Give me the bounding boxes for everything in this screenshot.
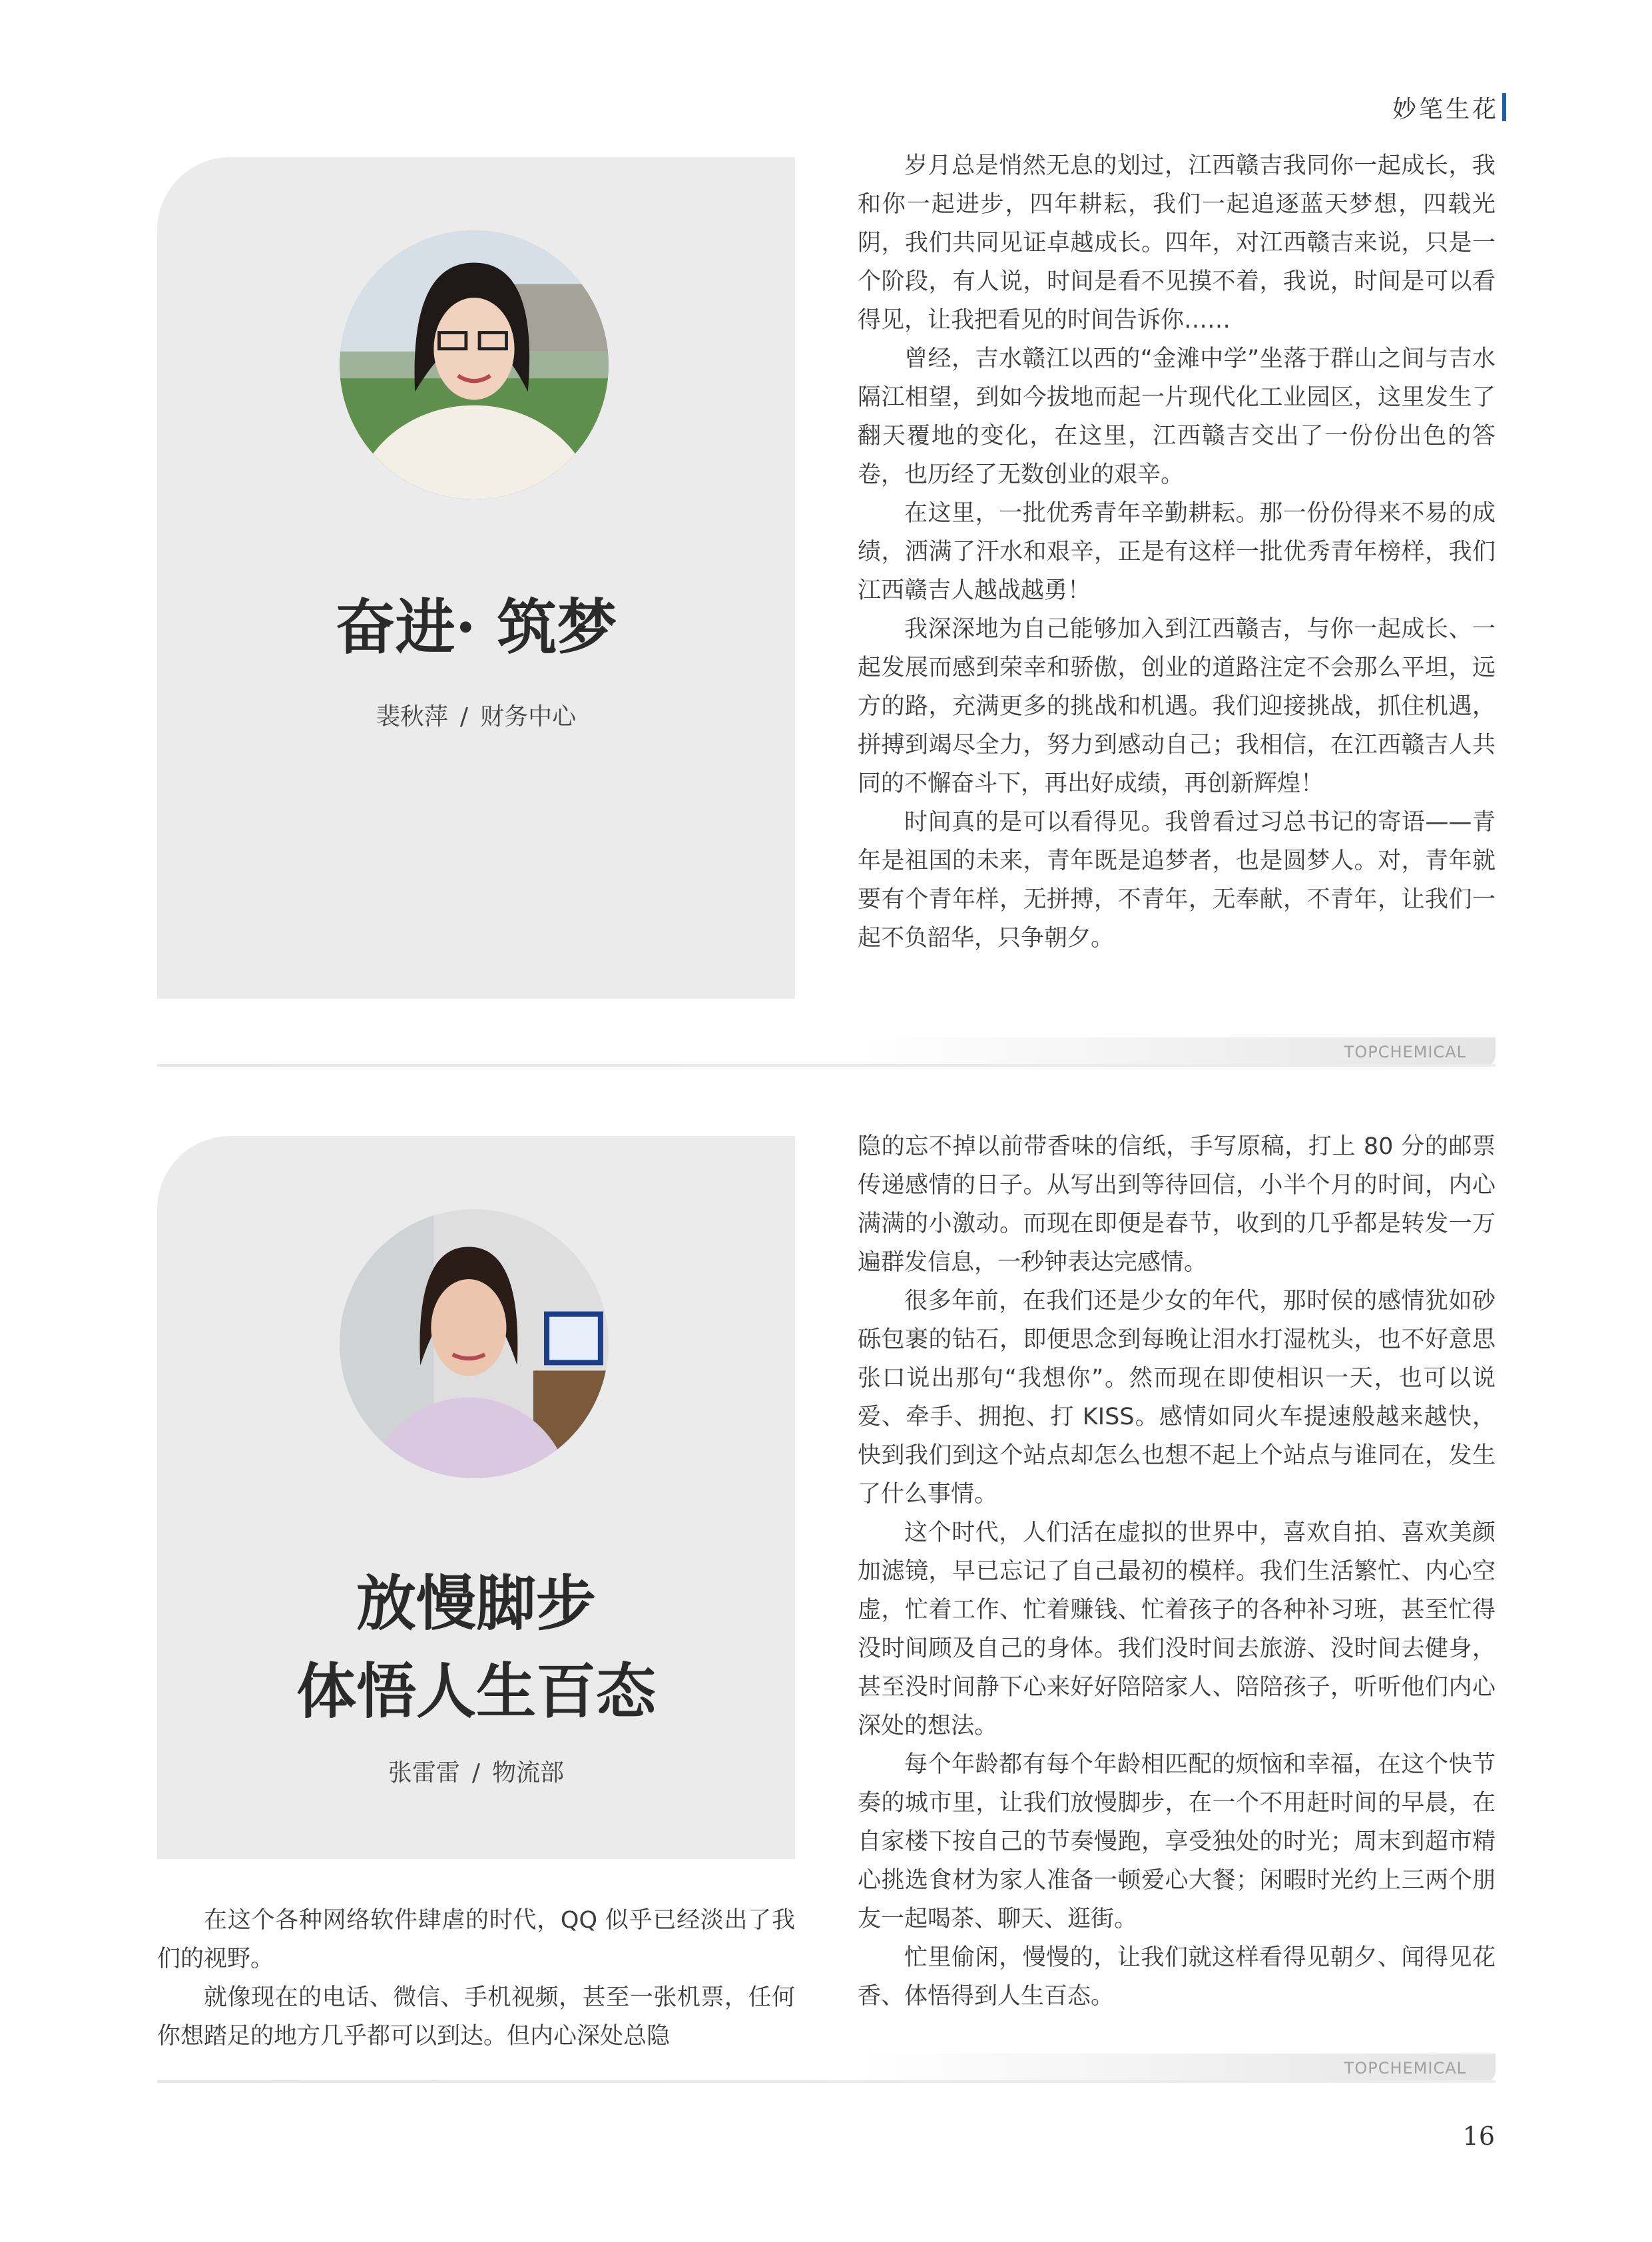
paragraph: 在这个各种网络软件肆虐的时代，QQ 似乎已经淡出了我们的视野。 bbox=[157, 1907, 795, 1972]
author-photo-1 bbox=[340, 230, 609, 499]
byline-separator: / bbox=[459, 703, 469, 730]
section-label: 妙笔生花 bbox=[1392, 96, 1499, 123]
article-1-byline bbox=[157, 698, 795, 732]
article-2-body-right bbox=[858, 1127, 1496, 2016]
paragraph: 曾经，吉水赣江以西的“金滩中学”坐落于群山之间与吉水隔江相望，到如今拔地而起一片现代化工业园区，这里发生了翻天覆地的变化，在这里，江西赣吉交出了一份份出色的答卷，也历经了无数创业的艰辛。 bbox=[858, 346, 1496, 488]
author-name: 裴秋萍 bbox=[376, 703, 448, 730]
author-name: 张雷雷 bbox=[388, 1759, 460, 1787]
byline-separator: / bbox=[471, 1759, 481, 1787]
paragraph: 很多年前，在我们还是少女的年代，那时侯的感情犹如砂砾包裹的钻石，即便思念到每晚让泪水打湿枕头，也不好意思张口说出那句“我想你”。然而现在即使相识一天，也可以说爱、牵手、拥抱、打 KISS。感情如同火车提速般越来越快，快到我们到这个站点却怎么也想不起上个站点与谁同在，发生了什么事情。 bbox=[858, 1288, 1496, 1508]
footer-brand-bar bbox=[858, 1037, 1496, 1067]
article-2-title bbox=[157, 1559, 795, 1735]
article-1-body bbox=[858, 146, 1496, 958]
footer-brand: TOPCHEMICAL bbox=[1344, 2059, 1466, 2078]
page-number: 16 bbox=[1462, 2121, 1495, 2151]
section-accent-bar bbox=[1502, 93, 1506, 121]
footer-brand-bar bbox=[858, 2054, 1496, 2083]
paragraph: 时间真的是可以看得见。我曾看过习总书记的寄语——青年是祖国的未来，青年既是追梦者，也是圆梦人。对，青年就要有个青年样，无拼搏，不青年，无奉献，不青年，让我们一起不负韶华，只争朝夕。 bbox=[858, 809, 1496, 952]
article-2-body-left bbox=[157, 1901, 795, 2056]
article-1-card bbox=[157, 157, 795, 999]
author-photo-2 bbox=[340, 1209, 609, 1478]
author-department: 财务中心 bbox=[480, 703, 577, 730]
title-line-1: 放慢脚步 bbox=[356, 1568, 596, 1639]
divider bbox=[157, 2080, 1496, 2083]
paragraph: 这个时代，人们活在虚拟的世界中，喜欢自拍、喜欢美颜加滤镜，早已忘记了自己最初的模样。我们生活繁忙、内心空虚，忙着工作、忙着赚钱、忙着孩子的各种补习班，甚至忙得没时间顾及自己的身体。我们没时间去旅游、没时间去健身，甚至没时间静下心来好好陪陪家人、陪陪孩子，听听他们内心深处的想法。 bbox=[858, 1520, 1496, 1739]
paragraph: 岁月总是悄然无息的划过，江西赣吉我同你一起成长，我和你一起进步，四年耕耘，我们一起追逐蓝天梦想，四载光阴，我们共同见证卓越成长。四年，对江西赣吉来说，只是一个阶段，有人说，时间是看不见摸不着，我说，时间是可以看得见，让我把看见的时间告诉你…… bbox=[858, 152, 1496, 334]
paragraph: 忙里偷闲，慢慢的，让我们就这样看得见朝夕、闻得见花香、体悟得到人生百态。 bbox=[858, 1944, 1496, 2010]
paragraph: 每个年龄都有每个年龄相匹配的烦恼和幸福，在这个快节奏的城市里，让我们放慢脚步，在一个不用赶时间的早晨，在自家楼下按自己的节奏慢跑，享受独处的时光；周末到超市精心挑选食材为家人准备一顿爱心大餐；闲暇时光约上三两个朋友一起喝茶、聊天、逛街。 bbox=[858, 1751, 1496, 1932]
article-1-title: 奋进· 筑梦 bbox=[335, 592, 617, 663]
article-2-byline bbox=[157, 1754, 795, 1788]
author-department: 物流部 bbox=[492, 1759, 565, 1787]
paragraph: 在这里，一批优秀青年辛勤耕耘。那一份份得来不易的成绩，洒满了汗水和艰辛，正是有这样一批优秀青年榜样，我们江西赣吉人越战越勇！ bbox=[858, 500, 1496, 604]
footer-brand: TOPCHEMICAL bbox=[1344, 1043, 1466, 1061]
paragraph: 我深深地为自己能够加入到江西赣吉，与你一起成长、一起发展而感到荣幸和骄傲，创业的道路注定不会那么平坦，远方的路，充满更多的挑战和机遇。我们迎接挑战，抓住机遇，拼搏到竭尽全力，努力到感动自己；我相信，在江西赣吉人共同的不懈奋斗下，再出好成绩，再创新辉煌！ bbox=[858, 616, 1496, 797]
title-line-2: 体悟人生百态 bbox=[296, 1656, 656, 1727]
divider bbox=[157, 1064, 1496, 1067]
paragraph: 就像现在的电话、微信、手机视频，甚至一张机票，任何你想踏足的地方几乎都可以到达。但内心深处总隐 bbox=[157, 1984, 795, 2050]
article-2-card bbox=[157, 1136, 795, 1859]
paragraph: 隐的忘不掉以前带香味的信纸，手写原稿，打上 80 分的邮票传递感情的日子。从写出到等待回信，小半个月的时间，内心满满的小激动。而现在即便是春节，收到的几乎都是转发一万遍群发信息，一秒钟表达完感情。 bbox=[858, 1133, 1496, 1276]
